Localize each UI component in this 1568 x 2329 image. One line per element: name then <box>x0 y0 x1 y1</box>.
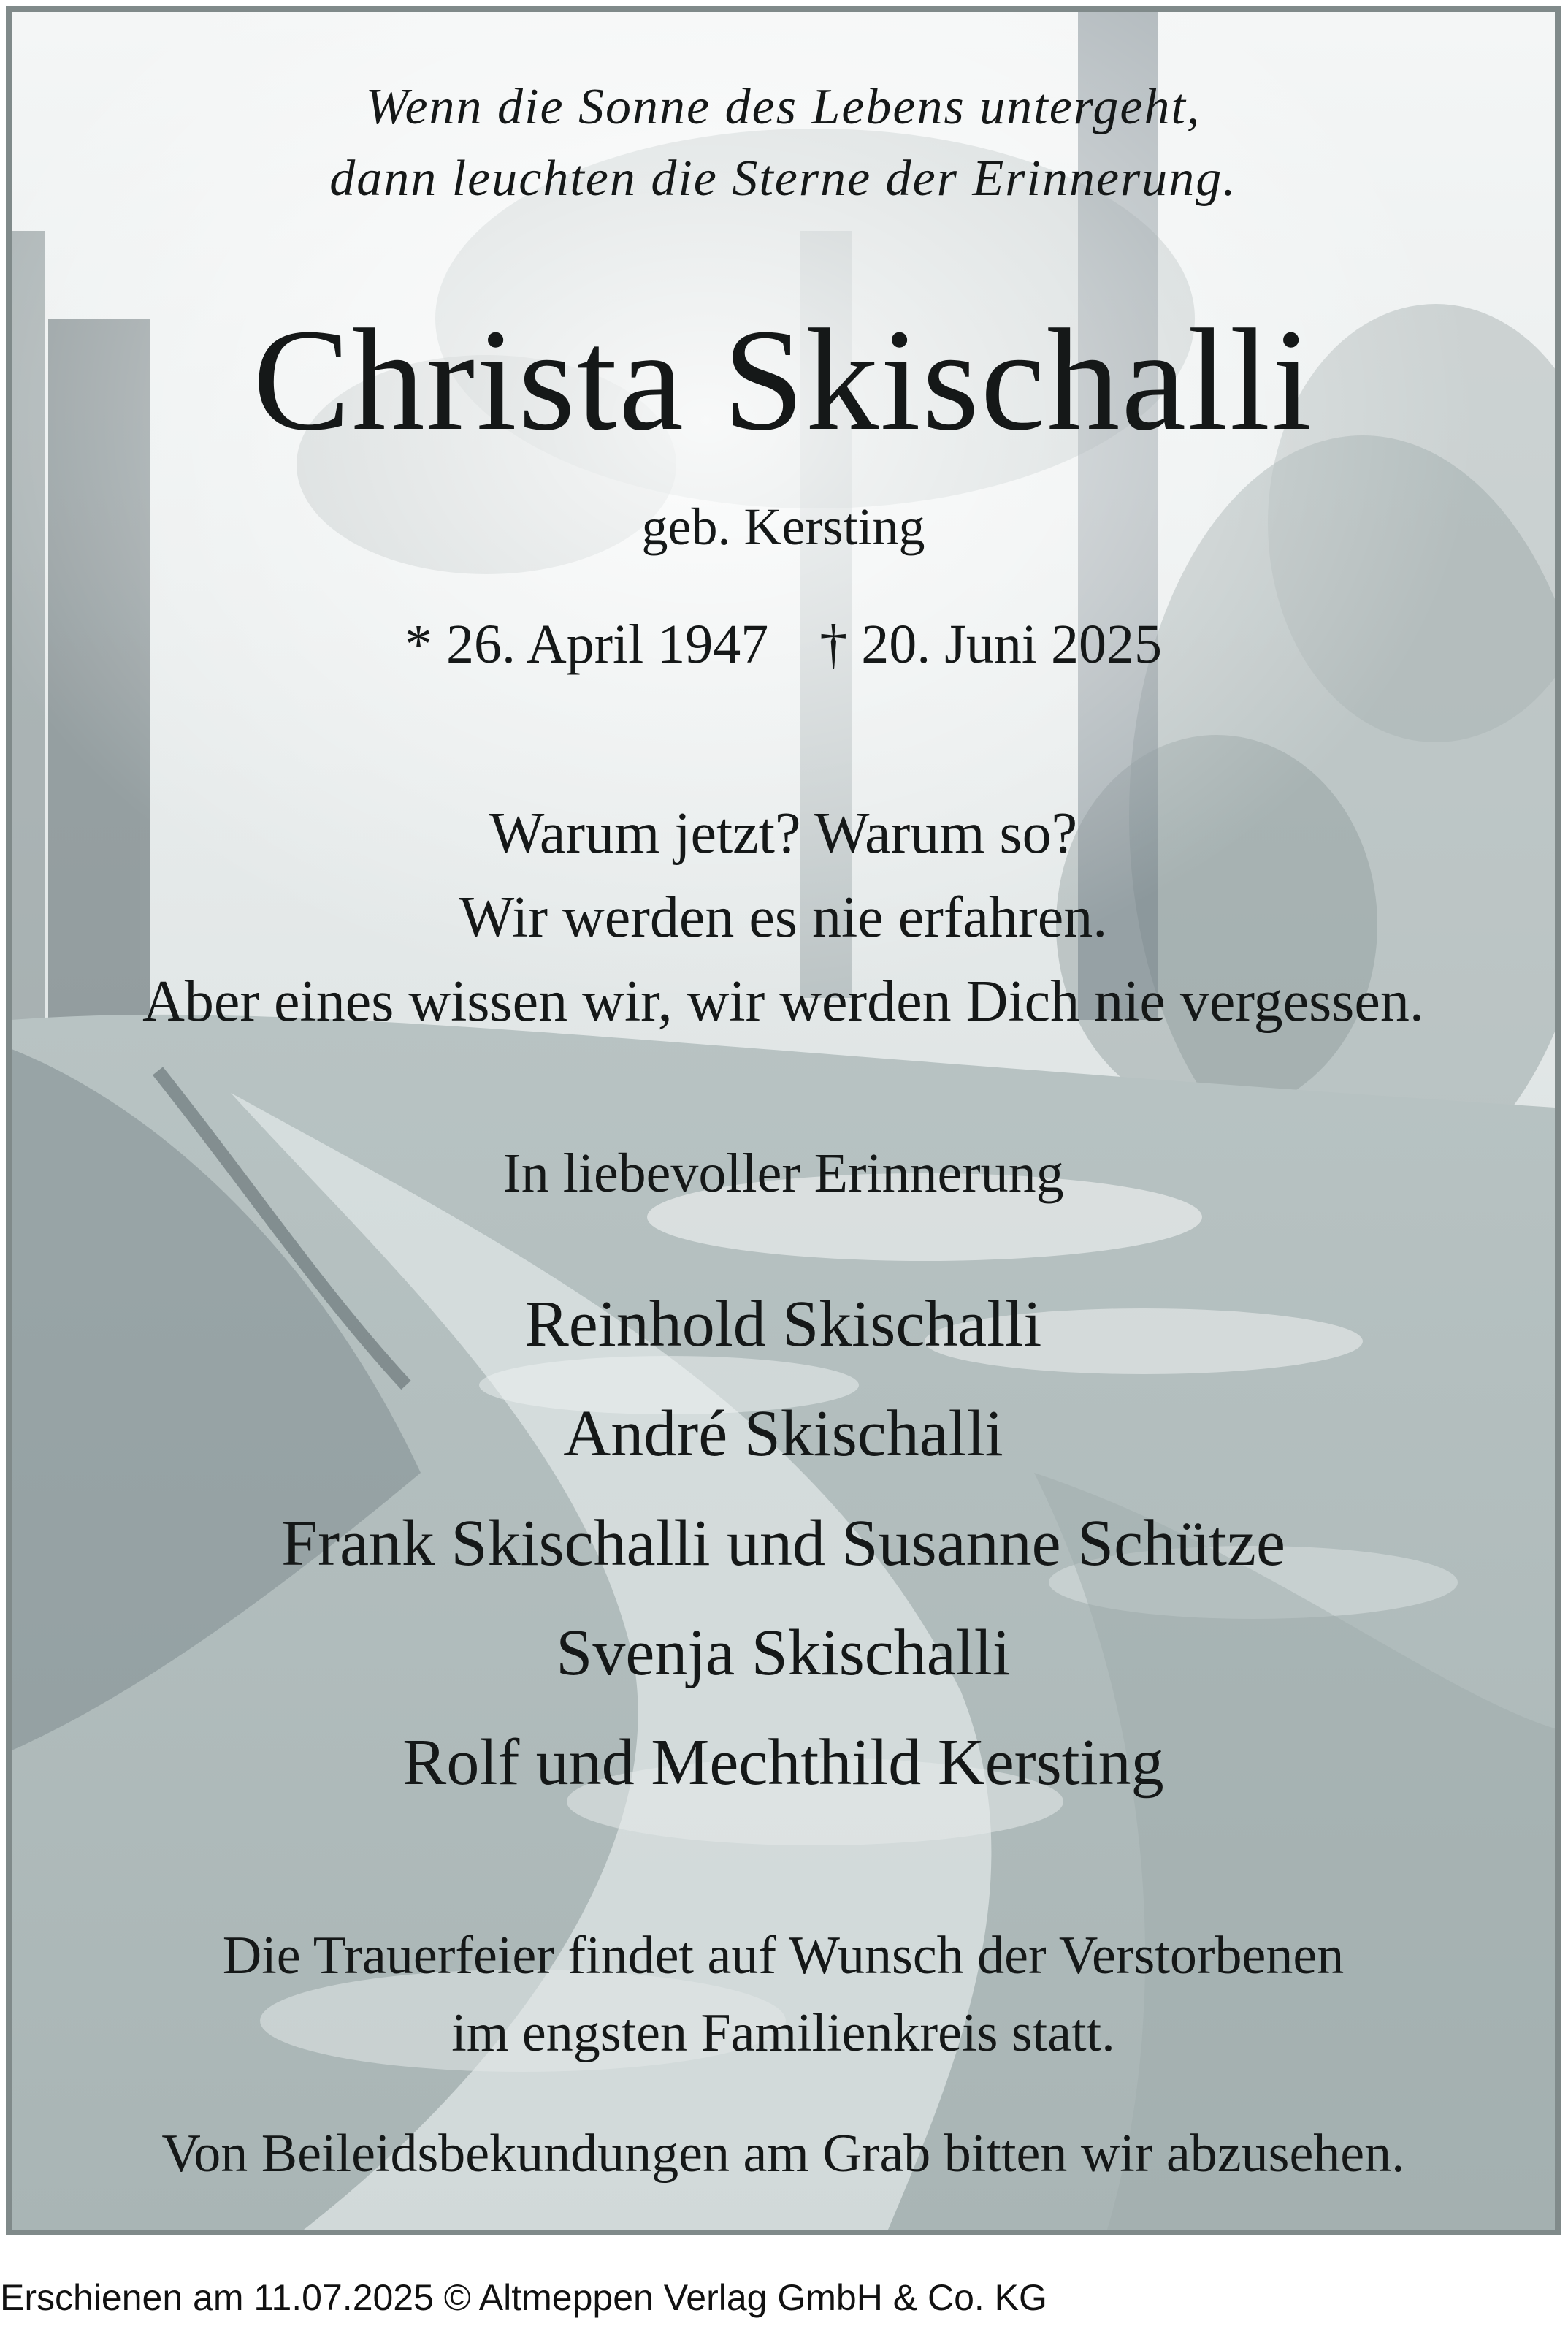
funeral-line-1: Die Trauerfeier findet auf Wunsch der Verstorbenen <box>222 1926 1345 1986</box>
birth-date: * 26. April 1947 <box>405 614 769 675</box>
condolence-note: Von Beileidsbekundungen am Grab bitten wir abzusehen. <box>161 2124 1405 2184</box>
publication-footer: Erschienen am 11.07.2025 © Altmeppen Verlag GmbH & Co. KG <box>0 2277 1047 2318</box>
poem-line-2: Wir werden es nie erfahren. <box>459 885 1108 950</box>
death-date: † 20. Juni 2025 <box>819 614 1162 675</box>
obituary-frame <box>6 6 1561 2235</box>
mourner: André Skischalli <box>563 1398 1003 1470</box>
in-memory-heading: In liebevoller Erinnerung <box>502 1143 1064 1204</box>
mourner: Svenja Skischalli <box>556 1617 1011 1689</box>
mourner: Frank Skischalli und Susanne Schütze <box>281 1507 1285 1579</box>
poem-line-3: Aber eines wissen wir, wir werden Dich nie vergessen. <box>142 969 1424 1034</box>
life-dates <box>12 609 1555 679</box>
mourner: Rolf und Mechthild Kersting <box>402 1726 1164 1799</box>
poem <box>12 792 1555 1044</box>
poem-line-1: Warum jetzt? Warum so? <box>489 801 1078 866</box>
motto-verse <box>12 72 1555 215</box>
birth-name: geb. Kersting <box>641 498 925 556</box>
mourner: Reinhold Skischalli <box>524 1288 1042 1360</box>
motto-line-2: dann leuchten die Sterne der Erinnerung. <box>329 150 1237 207</box>
deceased-name: Christa Skischalli <box>253 300 1314 461</box>
obituary-content <box>12 12 1555 2230</box>
funeral-info <box>12 1917 1555 2072</box>
mourners-list <box>12 1270 1555 1818</box>
funeral-line-2: im engsten Familienkreis statt. <box>451 2003 1115 2063</box>
motto-line-1: Wenn die Sonne des Lebens untergeht, <box>365 79 1201 135</box>
